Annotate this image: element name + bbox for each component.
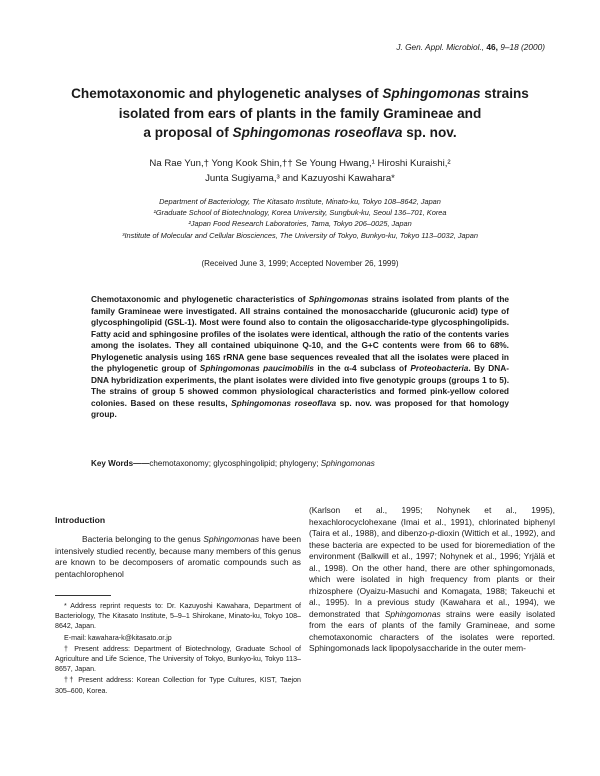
author-list xyxy=(60,157,540,186)
footnote-present-address-2: †† Present address: Korean Collection for Type Cultures, KIST, Taejon 305–600, Korea. xyxy=(55,676,301,695)
footnote-email: E-mail: kawahara-k@kitasato.or.jp xyxy=(64,633,172,642)
paper-title xyxy=(40,84,560,143)
authors-line-2: Junta Sugiyama,³ and Kazuyoshi Kawahara* xyxy=(205,172,395,184)
title-species: Sphingomonas roseoflava xyxy=(232,125,403,140)
journal-pages: 9–18 (2000) xyxy=(500,42,545,52)
journal-name: J. Gen. Appl. Microbiol., xyxy=(396,42,485,52)
footnote-divider xyxy=(55,595,111,596)
authors-line-1: Na Rae Yun,† Yong Kook Shin,†† Se Young Hwang,¹ Hiroshi Kuraishi,² xyxy=(149,158,451,169)
affiliation: ²Japan Food Research Laboratories, Tama, Tokyo 206–0025, Japan xyxy=(188,219,412,229)
received-dates: (Received June 3, 1999; Accepted November 26, 1999) xyxy=(201,259,399,268)
footnotes xyxy=(55,601,301,697)
footnote-present-address-1: † Present address: Department of Biotechnology, Graduate School of Agriculture and Life Science, The University of Tokyo, Bunkyo-ku, Tokyo 113–8657, Japan. xyxy=(55,644,301,674)
title-genus: Sphingomonas xyxy=(382,86,481,101)
key-words xyxy=(91,459,531,468)
key-words-label: Key Words—— xyxy=(91,459,150,468)
title-line-3: a proposal of Sphingomonas roseoflava sp. nov. xyxy=(143,125,457,140)
affiliation: Department of Bacteriology, The Kitasato Institute, Minato-ku, Tokyo 108–8642, Japan xyxy=(159,197,441,206)
intro-right-column: (Karlson et al., 1995; Nohynek et al., 1995), hexachlorocyclohexane (Imai et al., 1991), chlorinated biphenyl (Taira et al., 1988), and dibenzo-p-dioxin (Wittich et al., 1992), and these bacteria are expected to be used for bioremediation of the environment (Balkwill et al., 1997; Nohynek et al., 1996; Yrjälä et al., 1998). On the other hand, there are other sphingomonads, which were isolated in high frequency from plants or their rhizosphere (Oyaizu-Masuchi and Komagata, 1988; Takeuchi et al., 1995). In a previous study (Kawahara et al., 1994), we demonstrated that Sphingomonas strains were easily isolated from the ears of plants of the family Gramineae, and some chemotaxonomic characters of the isolates were reported. Sphingomonads lack lipopolysaccharide in the outer mem- xyxy=(309,505,555,653)
affiliation: ³Institute of Molecular and Cellular Biosciences, The University of Tokyo, Bunkyo-ku, Tokyo 113–0032, Japan xyxy=(122,230,478,240)
journal-volume: 46, xyxy=(486,42,498,52)
affiliations xyxy=(40,196,560,241)
abstract: Chemotaxonomic and phylogenetic characteristics of Sphingomonas strains isolated from plants of the family Gramineae were investigated. All strains contained the monosaccharide (glucuronic acid) type of glycosphingolipid (GSL-1). Most were found also to contain the oligosaccharide-type glycosphingolipids. Fatty acid and sphingosine profiles of the isolates were identical, although the ratio of the contents varies among the isolates. They all contained ubiquinone Q-10, and the G+C contents were from 66 to 68%. Phylogenetic analysis using 16S rRNA gene base sequences revealed that all the isolates were placed in the phylogenetic group of Sphingomonas paucimobilis in the α-4 subclass of Proteobacteria. By DNA-DNA hybridization experiments, the plant isolates were divided into five genotypic groups (groups 1 to 5). The strains of group 5 showed common physiological characteristics and formed pink-yellow colored colonies. Based on these results, Sphingomonas roseoflava sp. nov. was proposed for that homology group. xyxy=(91,294,510,420)
key-words-list: chemotaxonomy; glycosphingolipid; phylogeny; xyxy=(149,459,321,468)
intro-left-column: Bacteria belonging to the genus Sphingomonas have been intensively studied recently, because many members of this genus are known to be decomposers of aromatic compounds such as pentachlorophenol xyxy=(55,534,301,579)
journal-citation xyxy=(396,42,545,52)
affiliation: ¹Graduate School of Biotechnology, Korea University, Sungbuk-ku, Seoul 136–701, Korea xyxy=(153,208,447,218)
title-line-2: isolated from ears of plants in the family Gramineae and xyxy=(118,105,482,121)
title-line-1: Chemotaxonomic and phylogenetic analyses of Sphingomonas strains xyxy=(71,86,529,101)
introduction-heading: Introduction xyxy=(55,515,106,525)
footnote-correspondence: * Address reprint requests to: Dr. Kazuyoshi Kawahara, Department of Bacteriology, The Kitasato Institute, 5–9–1 Shirokane, Minato-ku, Tokyo 108–8642, Japan. xyxy=(55,602,301,631)
key-words-genus: Sphingomonas xyxy=(320,459,375,468)
